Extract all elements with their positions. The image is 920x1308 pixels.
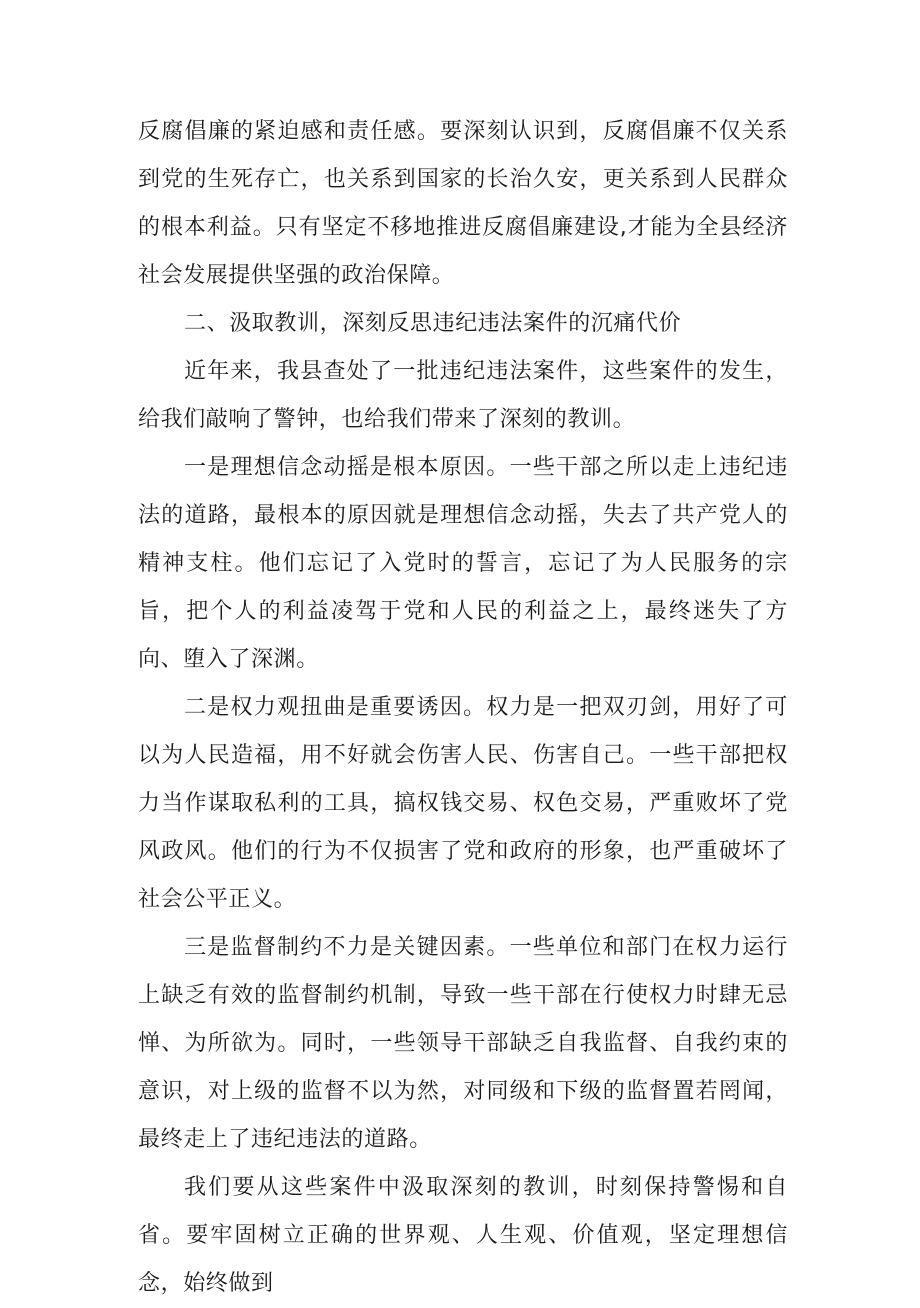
paragraph-point-3: 三是监督制约不力是关键因素。一些单位和部门在权力运行上缺乏有效的监督制约机制，导致一些干部在行使权力时肆无忌惮、为所欲为。同时，一些领导干部缺乏自我监督、自我约束的意识，对上级的监督不以为然，对同级和下级的监督置若罔闻，最终走上了违纪违法的道路。 — [138, 935, 788, 1152]
document-body — [138, 108, 788, 1308]
paragraph-point-1: 一是理想信念动摇是根本原因。一些干部之所以走上违纪违法的道路，最根本的原因就是理想信念动摇，失去了共产党人的精神支柱。他们忘记了入党时的誓言，忘记了为人民服务的宗旨，把个人的利益凌驾于党和人民的利益之上，最终迷失了方向、堕入了深渊。 — [138, 455, 788, 672]
section-heading-2: 二、汲取教训，深刻反思违纪违法案件的沉痛代价 — [184, 311, 682, 336]
paragraph-point-2: 二是权力观扭曲是重要诱因。权力是一把双刃剑，用好了可以为人民造福，用不好就会伤害人民、伤害自己。一些干部把权力当作谋取私利的工具，搞权钱交易、权色交易，严重败坏了党风政风。他们的行为不仅损害了党和政府的形象，也严重破坏了社会公平正义。 — [138, 695, 788, 912]
paragraph-continuation: 反腐倡廉的紧迫感和责任感。要深刻认识到，反腐倡廉不仅关系到党的生死存亡，也关系到国家的长治久安，更关系到人民群众的根本利益。只有坚定不移地推进反腐倡廉建设,才能为全县经济社会发展提供坚强的政治保障。 — [138, 119, 788, 288]
paragraph-intro: 近年来，我县查处了一批违纪违法案件，这些案件的发生，给我们敲响了警钟，也给我们带来了深刻的教训。 — [138, 359, 788, 432]
paragraph-conclusion: 我们要从这些案件中汲取深刻的教训，时刻保持警惕和自省。要牢固树立正确的世界观、人生观、价值观，坚定理想信念，始终做到 — [138, 1175, 788, 1296]
